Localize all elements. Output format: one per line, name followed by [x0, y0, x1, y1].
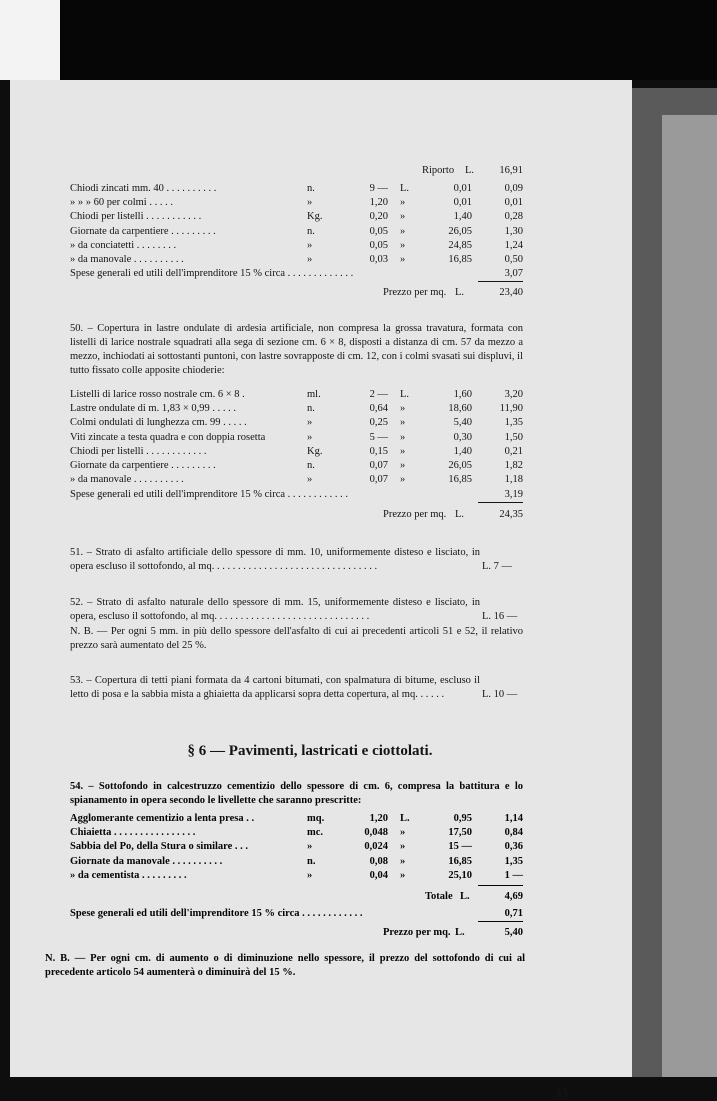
table-row	[70, 459, 525, 473]
item-unit: n.	[307, 225, 315, 237]
item-currency: »	[400, 225, 406, 237]
item-quantity: 0,07	[369, 474, 388, 486]
item-quantity: 5 —	[369, 431, 388, 443]
total-label: Prezzo per mq.	[383, 509, 447, 520]
total-currency: L.	[455, 927, 465, 938]
spese-amount: 3,07	[504, 268, 523, 279]
item-currency: »	[400, 474, 406, 486]
document-page	[10, 80, 632, 1100]
item-quantity: 1,20	[369, 813, 388, 824]
item-description: » da cementista . . . . . . . . .	[70, 869, 187, 881]
note-nb-2: N. B. — Per ogni cm. di aumento o di diminuzione nello spessore, il prezzo del sottofondo di cui al precedente articolo 54 aumenterà o diminuirà del 15 %.	[45, 953, 525, 978]
item-unit-price: 25,10	[448, 869, 472, 881]
article-51: 51. – Strato di asfalto artificiale dello spessore di mm. 10, uniformemente disteso e lisciato, in opera escluso il sottofondo, al mq. . . . . . . . . . . . . . . . . . . . . . . . . . . . . . . .	[70, 547, 480, 572]
table-row	[70, 445, 525, 459]
table-row	[70, 182, 525, 196]
sum-line	[478, 885, 523, 886]
spese-row-3	[70, 907, 525, 921]
sum-line	[478, 502, 523, 503]
item-currency: L.	[400, 183, 410, 194]
item-description: Giornate da carpentiere . . . . . . . . .	[70, 459, 216, 471]
totale-row-3	[70, 890, 525, 904]
table-row	[70, 855, 525, 869]
item-description: Giornate da carpentiere . . . . . . . . .	[70, 225, 216, 237]
item-currency: »	[400, 211, 406, 223]
article-54: 54. – Sottofondo in calcestruzzo cementizio dello spessore di cm. 6, compresa la battitura e lo spianamento in opera secondo le livellette che saranno prescritte:	[70, 781, 523, 806]
item-description: Agglomerante cementizio a lenta presa . .	[70, 813, 255, 824]
item-quantity: 0,048	[364, 827, 388, 839]
item-unit: »	[307, 869, 313, 881]
item-unit: mc.	[307, 827, 324, 839]
table-row	[70, 402, 525, 416]
item-quantity: 0,05	[369, 239, 388, 251]
total-label: Prezzo per mq.	[383, 927, 451, 938]
item-unit: Kg.	[307, 211, 323, 223]
table-row	[70, 239, 525, 253]
item-amount: 1,30	[504, 225, 523, 237]
item-unit-price: 0,30	[453, 431, 472, 443]
note-nb-1: N. B. — Per ogni 5 mm. in più dello spessore dell'asfalto di cui ai precedenti articoli 51 e 52, il relativo prezzo sarà aumentato del 25 %.	[70, 626, 523, 651]
item-description: Sabbia del Po, della Stura o similare . . .	[70, 841, 249, 853]
item-currency: »	[400, 855, 406, 867]
item-description: Chiaietta . . . . . . . . . . . . . . . .	[70, 827, 196, 839]
item-description: » da conciatetti . . . . . . . .	[70, 239, 177, 251]
spese-desc: Spese generali ed utili dell'imprenditore 15 % circa . . . . . . . . . . . .	[70, 908, 363, 919]
item-currency: »	[400, 253, 406, 265]
item-amount: 0,21	[504, 445, 523, 457]
item-unit: ml.	[307, 389, 321, 400]
item-unit: n.	[307, 459, 315, 471]
item-quantity: 0,024	[364, 841, 388, 853]
riporto-value: 16,91	[499, 165, 523, 176]
item-unit-price: 16,85	[448, 474, 472, 486]
article-50: 50. – Copertura in lastre ondulate di ardesia artificiale, non compresa la grossa travatura, formata con listelli di larice nostrale squadrati alla sega di sezione cm. 6 × 8, disposti a distanza di cm. 57 da mezzo a mezzo, inchiodati ai sottostanti puntoni, con lastre sovrapposte di cm. 12, con i colmi svasati sui displuvi, il tutto fissato colle apposite chioderie:	[70, 323, 523, 376]
item-amount: 0,50	[504, 253, 523, 265]
table-row	[70, 812, 525, 826]
sum-line	[478, 281, 523, 282]
cost-table-1	[70, 182, 525, 267]
item-unit-price: 24,85	[448, 239, 472, 251]
item-amount: 0,28	[504, 211, 523, 223]
item-unit-price: 16,85	[448, 253, 472, 265]
total-row-2	[70, 508, 525, 522]
totale-currency: L.	[460, 891, 470, 902]
item-description: » da manovale . . . . . . . . . .	[70, 474, 184, 486]
scan-adjacent-page	[662, 115, 717, 1077]
table-row	[70, 431, 525, 445]
item-currency: »	[400, 431, 406, 443]
total-row-1	[70, 286, 525, 300]
page-number: 33	[555, 1085, 568, 1100]
item-quantity: 0,20	[369, 211, 388, 223]
total-value: 23,40	[499, 287, 523, 298]
totale-value: 4,69	[504, 891, 523, 902]
item-unit: »	[307, 431, 313, 443]
item-unit-price: 26,05	[448, 459, 472, 471]
item-unit-price: 16,85	[448, 855, 472, 867]
item-description: Giornate da manovale . . . . . . . . . .	[70, 855, 223, 867]
article-52: 52. – Strato di asfalto naturale dello spessore di mm. 15, uniformemente disteso e lisciato, in opera, escluso il sottofondo, al mq. . . . . . . . . . . . . . . . . . . . . . . . . . . . . .	[70, 597, 480, 622]
table-row	[70, 196, 525, 210]
item-unit: »	[307, 239, 313, 251]
item-unit-price: 26,05	[448, 225, 472, 237]
item-description: Chiodi per listelli . . . . . . . . . . . .	[70, 445, 207, 457]
item-quantity: 1,20	[369, 197, 388, 209]
item-amount: 1,50	[504, 431, 523, 443]
item-unit-price: 0,95	[453, 813, 472, 824]
total-value: 24,35	[499, 509, 523, 520]
item-unit: »	[307, 417, 313, 429]
sum-line	[478, 921, 523, 922]
item-quantity: 0,08	[369, 855, 388, 867]
spese-amount: 3,19	[504, 489, 523, 500]
item-unit-price: 0,01	[453, 197, 472, 209]
item-unit: mq.	[307, 813, 325, 824]
item-quantity: 0,07	[369, 459, 388, 471]
item-quantity: 0,64	[369, 403, 388, 415]
riporto-row	[70, 164, 525, 178]
totale-label: Totale	[425, 891, 453, 902]
item-unit: Kg.	[307, 445, 323, 457]
cost-table-2	[70, 388, 525, 487]
item-amount: 1,35	[504, 417, 523, 429]
item-unit-price: 17,50	[448, 827, 472, 839]
item-currency: »	[400, 459, 406, 471]
spese-row-2	[70, 488, 525, 502]
item-amount: 0,84	[504, 827, 523, 839]
table-row	[70, 473, 525, 487]
item-quantity: 0,15	[369, 445, 388, 457]
item-currency: »	[400, 197, 406, 209]
spese-row-1	[70, 267, 525, 281]
item-amount: 0,01	[504, 197, 523, 209]
article-52-price: L. 16 —	[482, 611, 518, 622]
spese-desc: Spese generali ed utili dell'imprenditore 15 % circa . . . . . . . . . . . . .	[70, 268, 354, 279]
item-quantity: 2 —	[369, 389, 388, 400]
item-quantity: 9 —	[369, 183, 388, 194]
item-unit-price: 15 —	[448, 841, 472, 853]
item-description: Lastre ondulate di m. 1,83 × 0,99 . . . . .	[70, 403, 237, 415]
table-row	[70, 840, 525, 854]
item-description: » da manovale . . . . . . . . . .	[70, 253, 184, 265]
spese-desc: Spese generali ed utili dell'imprenditore 15 % circa . . . . . . . . . . . .	[70, 489, 349, 500]
item-description: Viti zincate a testa quadra e con doppia rosetta	[70, 431, 266, 443]
total-currency: L.	[455, 509, 465, 520]
item-unit-price: 1,60	[453, 389, 472, 400]
item-amount: 1,14	[504, 813, 523, 824]
item-unit: »	[307, 474, 313, 486]
item-description: Chiodi zincati mm. 40 . . . . . . . . . .	[70, 183, 217, 194]
item-unit: »	[307, 197, 313, 209]
item-quantity: 0,25	[369, 417, 388, 429]
item-amount: 1,24	[504, 239, 523, 251]
item-unit: n.	[307, 403, 315, 415]
table-row	[70, 388, 525, 402]
table-row	[70, 826, 525, 840]
total-currency: L.	[455, 287, 465, 298]
item-currency: »	[400, 417, 406, 429]
item-currency: »	[400, 239, 406, 251]
table-row	[70, 416, 525, 430]
item-unit-price: 18,60	[448, 403, 472, 415]
item-description: Listelli di larice rosso nostrale cm. 6 × 8 .	[70, 389, 245, 400]
item-currency: »	[400, 841, 406, 853]
item-unit: n.	[307, 855, 316, 867]
scan-border-left	[0, 0, 60, 80]
table-row	[70, 253, 525, 267]
item-amount: 0,09	[504, 183, 523, 194]
item-currency: L.	[400, 813, 410, 824]
item-unit: n.	[307, 183, 315, 194]
item-unit: »	[307, 253, 313, 265]
item-unit-price: 1,40	[453, 211, 472, 223]
item-amount: 1,18	[504, 474, 523, 486]
total-value: 5,40	[504, 927, 523, 938]
item-currency: »	[400, 445, 406, 457]
item-quantity: 0,03	[369, 253, 388, 265]
item-currency: »	[400, 403, 406, 415]
item-currency: L.	[400, 389, 410, 400]
item-amount: 1 —	[504, 869, 523, 881]
table-row	[70, 869, 525, 883]
article-53: 53. – Copertura di tetti piani formata da 4 cartoni bitumati, con spalmatura di bitume, escluso il letto di posa e la sabbia mista a ghiaietta da applicarsi sopra detta copertura, al mq. . . . . .	[70, 675, 480, 700]
item-description: Chiodi per listelli . . . . . . . . . . .	[70, 211, 202, 223]
item-unit-price: 5,40	[453, 417, 472, 429]
item-amount: 1,35	[504, 855, 523, 867]
item-unit-price: 1,40	[453, 445, 472, 457]
item-amount: 11,90	[499, 403, 523, 415]
item-quantity: 0,04	[369, 869, 388, 881]
spese-amount: 0,71	[504, 908, 523, 919]
article-51-price: L. 7 —	[482, 561, 513, 572]
article-53-price: L. 10 —	[482, 689, 518, 700]
item-quantity: 0,05	[369, 225, 388, 237]
item-currency: »	[400, 869, 406, 881]
item-unit: »	[307, 841, 313, 853]
item-description: Colmi ondulati di lunghezza cm. 99 . . . . .	[70, 417, 247, 429]
scan-border-top	[0, 0, 717, 80]
item-currency: »	[400, 827, 406, 839]
table-row	[70, 210, 525, 224]
section-heading: § 6 — Pavimenti, lastricati e ciottolati.	[187, 743, 433, 759]
item-unit-price: 0,01	[453, 183, 472, 194]
cost-table-3	[70, 812, 525, 883]
total-label: Prezzo per mq.	[383, 287, 447, 298]
table-row	[70, 225, 525, 239]
riporto-label: Riporto	[422, 165, 455, 176]
item-description: » » » 60 per colmi . . . . .	[70, 197, 173, 209]
riporto-currency: L.	[465, 165, 475, 176]
item-amount: 3,20	[504, 389, 523, 400]
total-row-3	[70, 926, 525, 940]
item-amount: 0,36	[504, 841, 523, 853]
item-amount: 1,82	[504, 459, 523, 471]
